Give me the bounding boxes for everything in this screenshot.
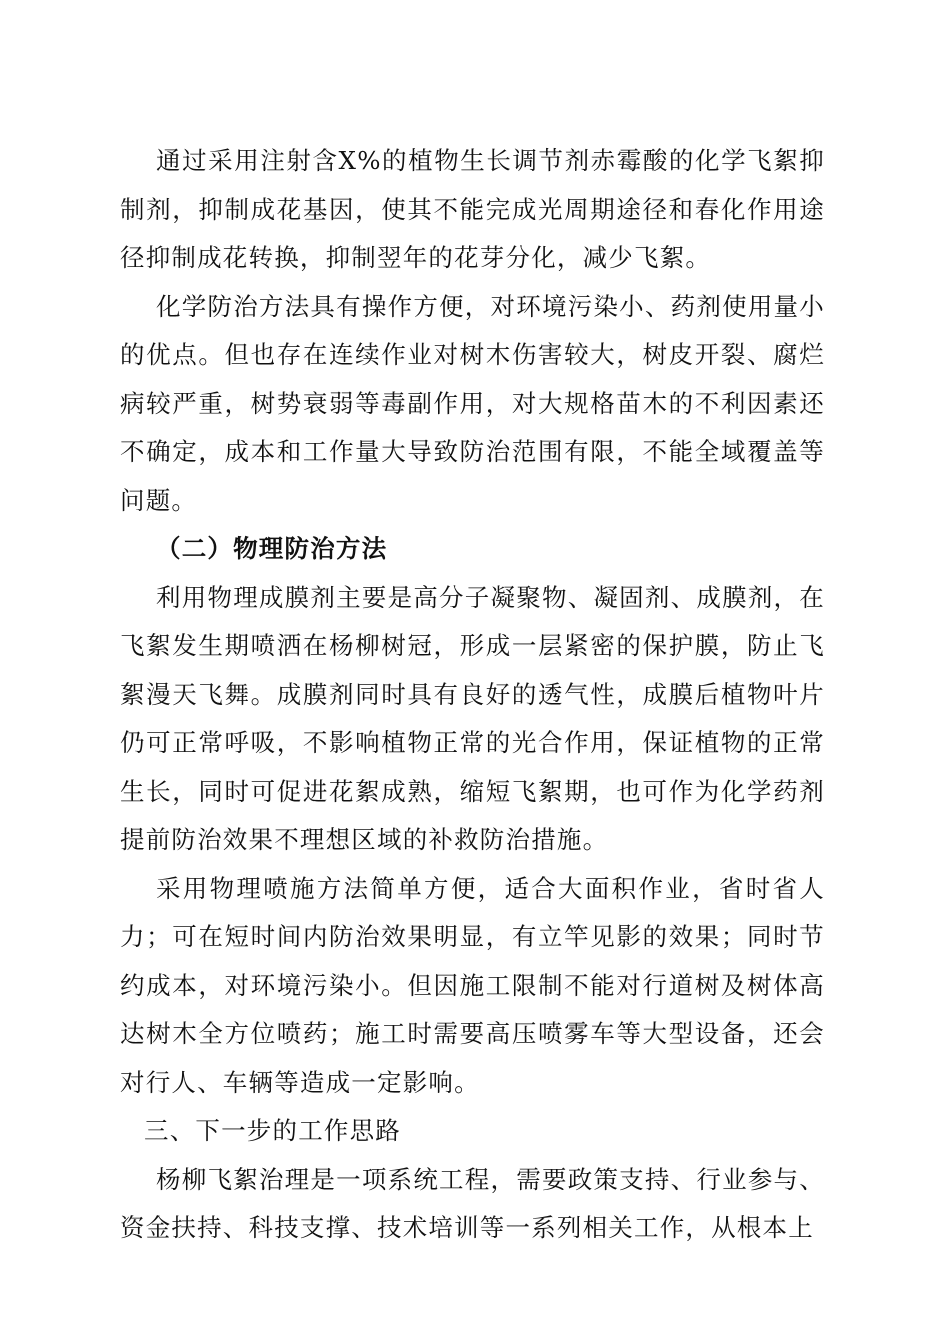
paragraph-physical-pros-cons: 采用物理喷施方法简单方便，适合大面积作业，省时省人力；可在短时间内防治效果明显，有立竿见影的效果；同时节约成本，对环境污染小。但因施工限制不能对行道树及树体高达树木全方位喷药；施工时需要高压喷雾车等大型设备，还会对行人、车辆等造成一定影响。	[120, 873, 825, 1097]
subheading-physical-methods: （二）物理防治方法	[156, 534, 388, 563]
section-heading-next-steps: 三、下一步的工作思路	[144, 1116, 401, 1145]
paragraph-chemical-pros-cons: 化学防治方法具有操作方便，对环境污染小、药剂使用量小的优点。但也存在连续作业对树木伤害较大，树皮开裂、腐烂病较严重，树势衰弱等毒副作用，对大规格苗木的不利因素还不确定，成本和工作量大导致防治范围有限，不能全域覆盖等问题。	[120, 291, 825, 515]
paragraph-film-agent: 利用物理成膜剂主要是高分子凝聚物、凝固剂、成膜剂，在飞絮发生期喷洒在杨柳树冠，形成一层紧密的保护膜，防止飞絮漫天飞舞。成膜剂同时具有良好的透气性，成膜后植物叶片仍可正常呼吸，不影响植物正常的光合作用，保证植物的正常生长，同时可促进花絮成熟，缩短飞絮期，也可作为化学药剂提前防治效果不理想区域的补救防治措施。	[120, 582, 825, 854]
document-body	[120, 137, 825, 1253]
paragraph-chemical-inhibitor: 通过采用注射含X%的植物生长调节剂赤霉酸的化学飞絮抑制剂，抑制成花基因，使其不能完成光周期途径和春化作用途径抑制成花转换，抑制翌年的花芽分化，减少飞絮。	[120, 146, 825, 272]
paragraph-next-steps-intro: 杨柳飞絮治理是一项系统工程，需要政策支持、行业参与、资金扶持、科技支撑、技术培训等一系列相关工作，从根本上	[120, 1164, 825, 1242]
